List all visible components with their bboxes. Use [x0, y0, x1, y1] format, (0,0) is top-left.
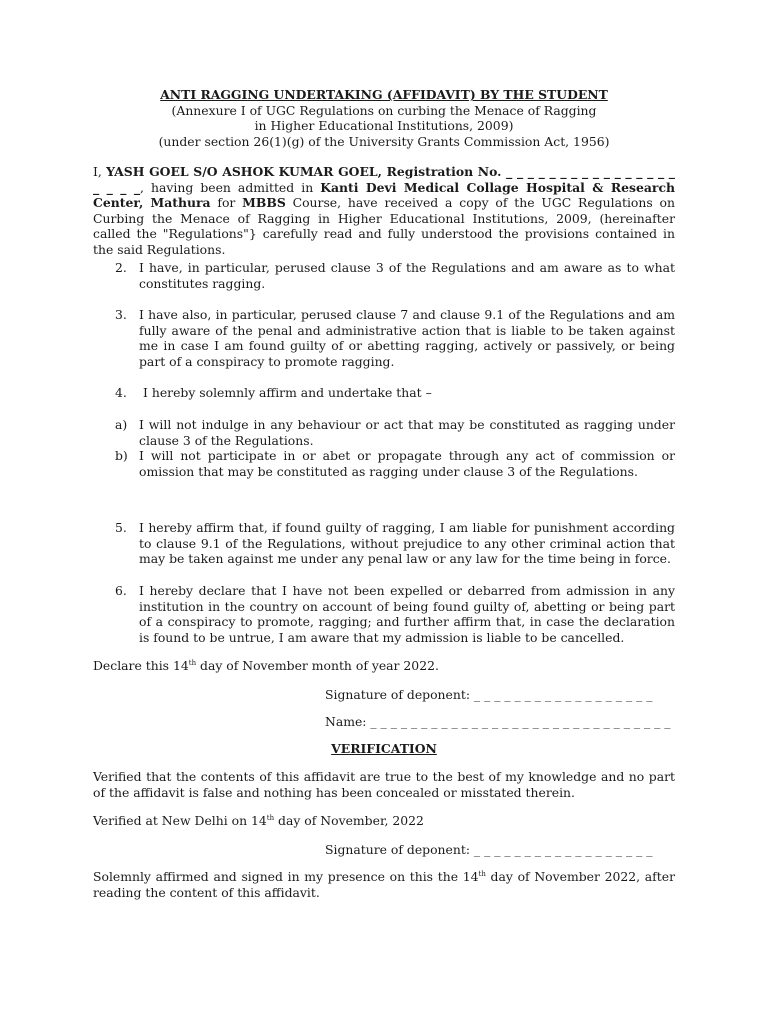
- course-name: MBBS: [242, 195, 286, 211]
- deponent-name-line: Name: _ _ _ _ _ _ _ _ _ _ _ _ _ _ _ _ _ _ _ _ _ _ _ _ _ _ _ _ _ _: [325, 714, 671, 729]
- verification-text: Verified that the contents of this affidavit are true to the best of my knowledge and no part of the affidavit is false and nothing has been concealed or misstated therein.: [93, 769, 675, 800]
- document-subtitle-3: (under section 26(1)(g) of the University Grants Commission Act, 1956): [158, 133, 610, 149]
- document-heading: [93, 87, 675, 149]
- verification-place-line: Verified at New Delhi on 14th day of November, 2022: [93, 813, 424, 828]
- institution-name: Kanti Devi Medical Collage Hospital & Research Center, Mathura: [93, 179, 675, 211]
- deponent-signature-line: Signature of deponent: _ _ _ _ _ _ _ _ _ _ _ _ _ _ _ _ _ _: [325, 687, 653, 702]
- declaration-line: Declare this 14th day of November month of year 2022.: [93, 658, 439, 673]
- document-subtitle-1: (Annexure I of UGC Regulations on curbing the Menace of Ragging: [171, 102, 597, 118]
- solemn-affirmation: Solemnly affirmed and signed in my presence on this the 14th day of November 2022, after reading the content of this affidavit.: [93, 869, 676, 900]
- verification-title: VERIFICATION: [331, 741, 437, 756]
- student-name: YASH GOEL S/O ASHOK KUMAR GOEL, Registration No. _ _ _ _ _ _ _ _ _ _ _ _ _ _ _ _ _ _ _ _: [93, 164, 676, 195]
- document-title: ANTI RAGGING UNDERTAKING (AFFIDAVIT) BY THE STUDENT: [160, 87, 608, 102]
- document-subtitle-2: in Higher Educational Institutions, 2009): [254, 118, 514, 134]
- verification-signature-line: Signature of deponent: _ _ _ _ _ _ _ _ _ _ _ _ _ _ _ _ _ _: [325, 842, 653, 857]
- intro-paragraph: I, YASH GOEL S/O ASHOK KUMAR GOEL, Registration No. _ _ _ _ _ _ _ _ _ _ _ _ _ _ _ _ _ _ _ _, having been admitted in Kanti Devi Medical Collage Hospital & Research Center, Mathura for MBBS Course, have received a copy of the UGC Regulations on Curbing the Menace of Ragging in Higher Educational Institutions, 2009, (hereinafter called the "Regulations"} carefully read and fully understood the provisions contained in the said Regulations.: [93, 164, 676, 257]
